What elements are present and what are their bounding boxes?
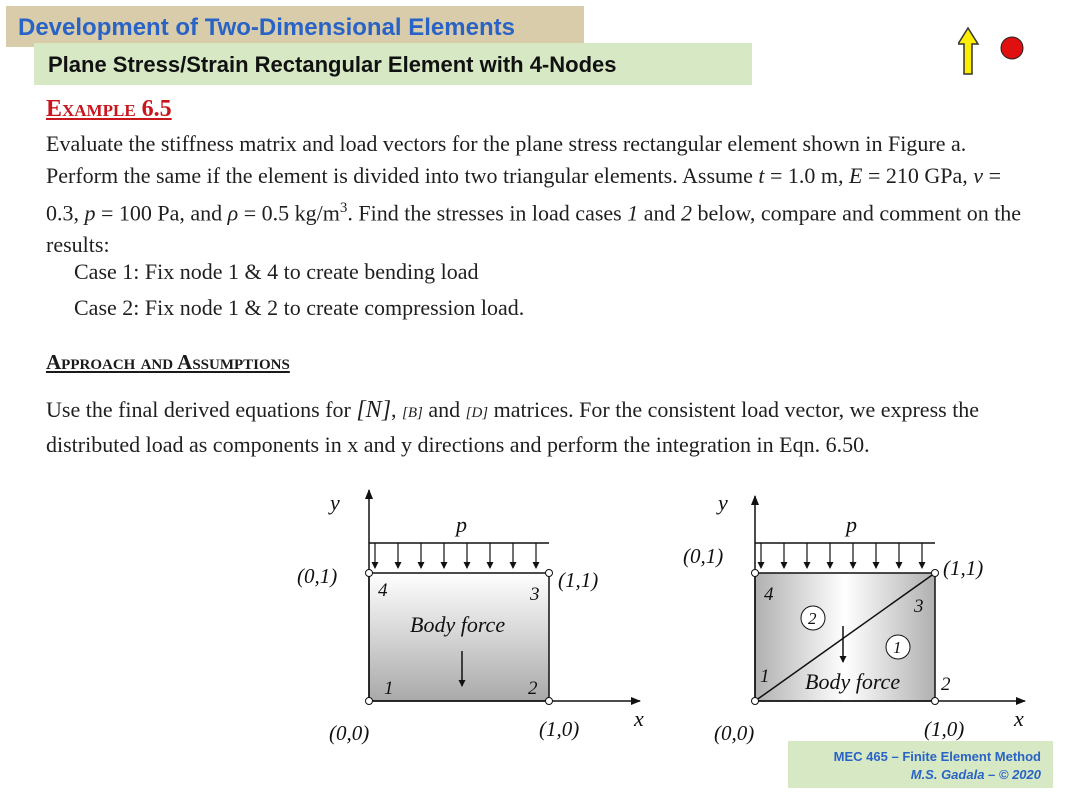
node-marker: [932, 698, 939, 705]
coord-label: (0,0): [329, 721, 370, 745]
distributed-load: [369, 543, 549, 568]
subheader-band: [34, 43, 752, 85]
node-marker: [366, 698, 373, 705]
node-label: 2: [528, 678, 538, 699]
node-label: 1: [384, 678, 394, 699]
load-case-1: Case 1: Fix node 1 & 4 to create bending load: [74, 259, 479, 284]
coord-label: (1,1): [943, 556, 984, 580]
node-marker: [752, 698, 759, 705]
y-axis-label: y: [330, 490, 340, 515]
body-force-label: Body force: [410, 612, 506, 637]
node-marker: [546, 698, 553, 705]
red-dot-icon[interactable]: [1001, 37, 1023, 59]
up-arrow-icon[interactable]: [958, 28, 978, 74]
element-label: 1: [893, 638, 902, 657]
x-axis-label: x: [1014, 706, 1024, 731]
approach-text: Use the final derived equations for [N], [B] and [D] matrices. For the consistent load vector, we express the distributed load as components in x and y directions and perform the integration in Eqn. 6.50.: [46, 397, 980, 457]
node-label: 4: [764, 584, 774, 605]
tri-element-figure: [683, 490, 1025, 745]
coord-label: (0,0): [714, 721, 755, 745]
coord-label: (1,0): [539, 717, 580, 741]
header-band: [6, 6, 584, 47]
element-figures: [0, 480, 1070, 750]
course-label: MEC 465 – Finite Element Method: [833, 749, 1041, 764]
example-heading: Example 6.5: [46, 96, 172, 122]
node-label: 1: [760, 666, 770, 687]
coord-label: (0,1): [297, 564, 338, 588]
nav-controls: [958, 26, 1028, 78]
coord-label: (0,1): [683, 544, 724, 568]
element-label: 2: [808, 609, 817, 628]
load-case-2: Case 2: Fix node 1 & 2 to create compression load.: [74, 295, 525, 320]
body-force-label: Body force: [805, 669, 901, 694]
coord-label: (1,0): [924, 717, 965, 741]
distributed-load: [755, 543, 935, 568]
page-subtitle: Plane Stress/Strain Rectangular Element with 4-Nodes: [48, 52, 617, 77]
load-label: p: [846, 512, 857, 537]
page-title: Development of Two-Dimensional Elements: [18, 14, 515, 41]
y-axis-label: y: [718, 490, 728, 515]
node-label: 3: [530, 584, 540, 605]
node-marker: [366, 570, 373, 577]
footer-credit: [788, 741, 1053, 788]
coord-label: (1,1): [558, 568, 599, 592]
author-label: M.S. Gadala – © 2020: [910, 767, 1041, 782]
node-marker: [932, 570, 939, 577]
approach-heading: Approach and Assumptions: [46, 350, 290, 374]
node-label: 2: [941, 674, 951, 695]
x-axis-label: x: [634, 706, 644, 731]
node-marker: [546, 570, 553, 577]
node-marker: [752, 570, 759, 577]
example-statement: Evaluate the stiffness matrix and load vectors for the plane stress rectangular element shown in Figure a. Perform the same if the element is divided into two triangular elements. Assume t = 1.0 m, E = 210 GPa, ν = 0.3, p = 100 Pa, and ρ = 0.5 $kg/m^3$. Find the stresses in load cases 1 and 2 below, compare and comment on the results:: [46, 131, 1022, 258]
rect-element-body: [369, 573, 549, 701]
load-label: p: [456, 512, 467, 537]
rect-element-figure: [297, 490, 644, 745]
node-label: 4: [378, 580, 388, 601]
node-label: 3: [914, 596, 924, 617]
